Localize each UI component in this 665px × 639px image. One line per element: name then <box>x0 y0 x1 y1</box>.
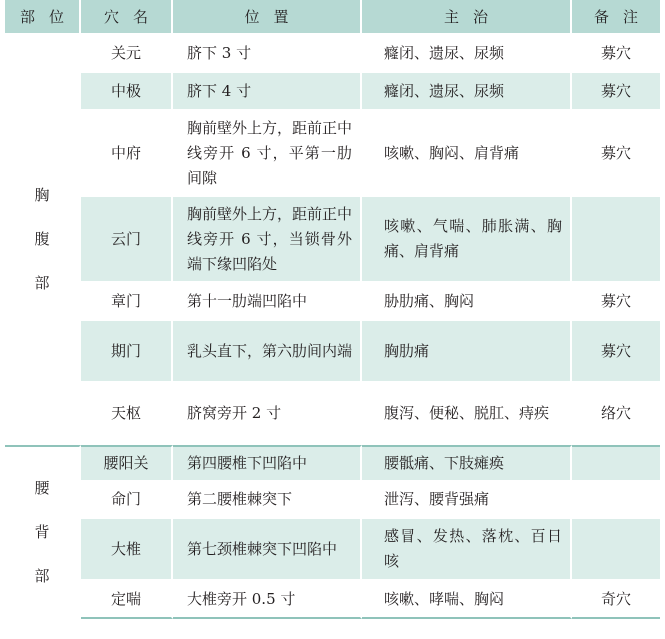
point-note: 奇穴 <box>572 581 660 619</box>
point-name: 中极 <box>81 73 173 111</box>
part-cell <box>5 35 81 445</box>
point-note <box>572 197 660 283</box>
point-position: 脐窝旁开 2 寸 <box>173 383 362 445</box>
point-name: 中府 <box>81 111 173 197</box>
table-row <box>5 73 660 111</box>
point-name: 期门 <box>81 321 173 383</box>
point-name: 关元 <box>81 35 173 73</box>
header-note: 备注 <box>572 0 660 35</box>
point-note: 募穴 <box>572 321 660 383</box>
part-label: 胸腹部 <box>34 186 50 292</box>
header-part: 部位 <box>5 0 81 35</box>
header-name: 穴名 <box>81 0 173 35</box>
point-note <box>572 445 660 482</box>
point-position: 胸前壁外上方，距前正中线旁开 6 寸，当锁骨外端下缘凹陷处 <box>173 197 362 283</box>
point-note: 募穴 <box>572 111 660 197</box>
part-label: 腰背部 <box>34 479 50 585</box>
point-name: 云门 <box>81 197 173 283</box>
point-indication: 腰骶痛、下肢瘫痪 <box>362 445 572 482</box>
table-row <box>5 283 660 321</box>
point-position: 脐下 4 寸 <box>173 73 362 111</box>
table-row <box>5 581 660 619</box>
acupoint-table <box>5 0 660 619</box>
point-name: 定喘 <box>81 581 173 619</box>
point-position: 胸前壁外上方，距前正中线旁开 6 寸，平第一肋间隙 <box>173 111 362 197</box>
point-indication: 感冒、发热、落枕、百日咳 <box>362 519 572 581</box>
point-name: 天枢 <box>81 383 173 445</box>
point-position: 第十一肋端凹陷中 <box>173 283 362 321</box>
table-row <box>5 383 660 445</box>
point-position: 乳头直下，第六肋间内端 <box>173 321 362 383</box>
table-row <box>5 519 660 581</box>
point-position: 第四腰椎下凹陷中 <box>173 445 362 482</box>
point-name: 大椎 <box>81 519 173 581</box>
point-name: 命门 <box>81 482 173 519</box>
point-indication: 癃闭、遗尿、尿频 <box>362 73 572 111</box>
point-note: 募穴 <box>572 283 660 321</box>
point-note: 络穴 <box>572 383 660 445</box>
point-indication: 胁肋痛、胸闷 <box>362 283 572 321</box>
point-position: 大椎旁开 0.5 寸 <box>173 581 362 619</box>
point-note <box>572 482 660 519</box>
part-cell <box>5 445 81 619</box>
point-position: 脐下 3 寸 <box>173 35 362 73</box>
point-indication: 癃闭、遗尿、尿频 <box>362 35 572 73</box>
point-name: 腰阳关 <box>81 445 173 482</box>
table-header-row <box>5 0 660 35</box>
point-indication: 泄泻、腰背强痛 <box>362 482 572 519</box>
table-row <box>5 111 660 197</box>
point-name: 章门 <box>81 283 173 321</box>
header-position: 位置 <box>173 0 362 35</box>
point-note: 募穴 <box>572 73 660 111</box>
point-indication: 胸肋痛 <box>362 321 572 383</box>
point-indication: 腹泻、便秘、脱肛、痔疾 <box>362 383 572 445</box>
table-row <box>5 482 660 519</box>
point-note <box>572 519 660 581</box>
point-indication: 咳嗽、胸闷、肩背痛 <box>362 111 572 197</box>
point-position: 第二腰椎棘突下 <box>173 482 362 519</box>
point-indication: 咳嗽、气喘、肺胀满、胸痛、肩背痛 <box>362 197 572 283</box>
header-indication: 主治 <box>362 0 572 35</box>
table-row <box>5 445 660 482</box>
point-note: 募穴 <box>572 35 660 73</box>
table-row <box>5 197 660 283</box>
table-row <box>5 35 660 73</box>
point-indication: 咳嗽、哮喘、胸闷 <box>362 581 572 619</box>
point-position: 第七颈椎棘突下凹陷中 <box>173 519 362 581</box>
table-row <box>5 321 660 383</box>
